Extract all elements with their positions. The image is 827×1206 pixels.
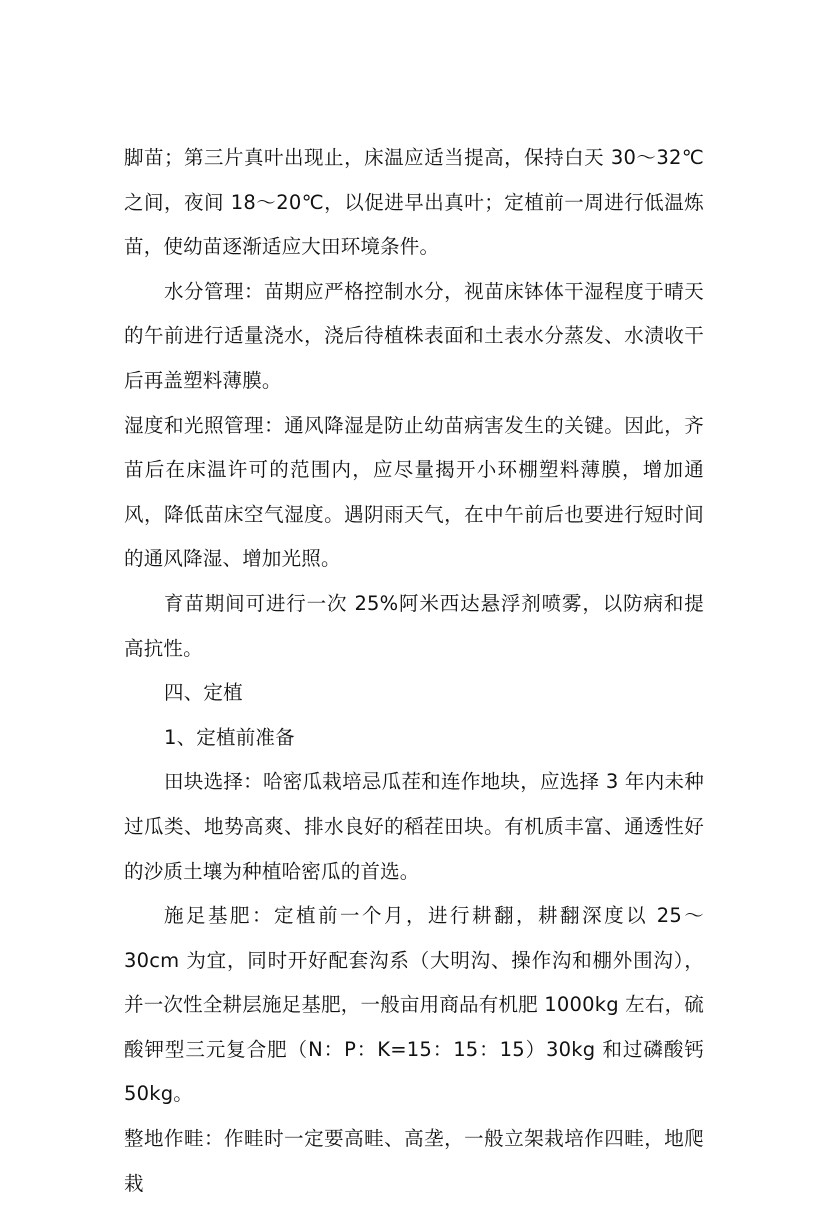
subsection-heading-preparation: 1、定植前准备	[164, 725, 295, 749]
paragraph-seedling-temperature: 脚苗；第三片真叶出现止，床温应适当提高，保持白天 30～32℃之间，夜间 18～20℃，以促进早出真叶；定植前一周进行低温炼苗，使幼苗逐渐适应大田环境条件。	[124, 146, 704, 259]
section-heading-planting: 四、定植	[164, 681, 243, 705]
paragraph-humidity-light-management: 湿度和光照管理：通风降湿是防止幼苗病害发生的关键。因此，齐苗后在床温许可的范围内，应尽量揭开小环棚塑料薄膜，增加通风，降低苗床空气湿度。遇阴雨天气，在中午前后也要进行短时间的通风降湿、增加光照。	[124, 413, 704, 571]
paragraph-fungicide-spray: 育苗期间可进行一次 25%阿米西达悬浮剂喷雾，以防病和提高抗性。	[124, 591, 704, 660]
paragraph-base-fertilizer: 施足基肥：定植前一个月，进行耕翻，耕翻深度以 25～30cm 为宜，同时开好配套沟系（大明沟、操作沟和棚外围沟），并一次性全耕层施足基肥，一般亩用商品有机肥 1000kg 左右，硫酸钾型三元复合肥（N：P：K=15：15：15）30kg 和过磷酸钙 50kg。	[124, 904, 704, 1106]
paragraph-field-selection: 田块选择：哈密瓜栽培忌瓜茬和连作地块，应选择 3 年内未种过瓜类、地势高爽、排水良好的稻茬田块。有机质丰富、通透性好的沙质土壤为种植哈密瓜的首选。	[124, 770, 704, 883]
paragraph-bed-making: 整地作畦：作畦时一定要高畦、高垄，一般立架栽培作四畦，地爬栽	[124, 1127, 704, 1195]
document-page	[124, 136, 704, 1206]
paragraph-water-management: 水分管理：苗期应严格控制水分，视苗床钵体干湿程度于晴天的午前进行适量浇水，浇后待植株表面和土表水分蒸发、水渍收干后再盖塑料薄膜。	[124, 279, 704, 392]
